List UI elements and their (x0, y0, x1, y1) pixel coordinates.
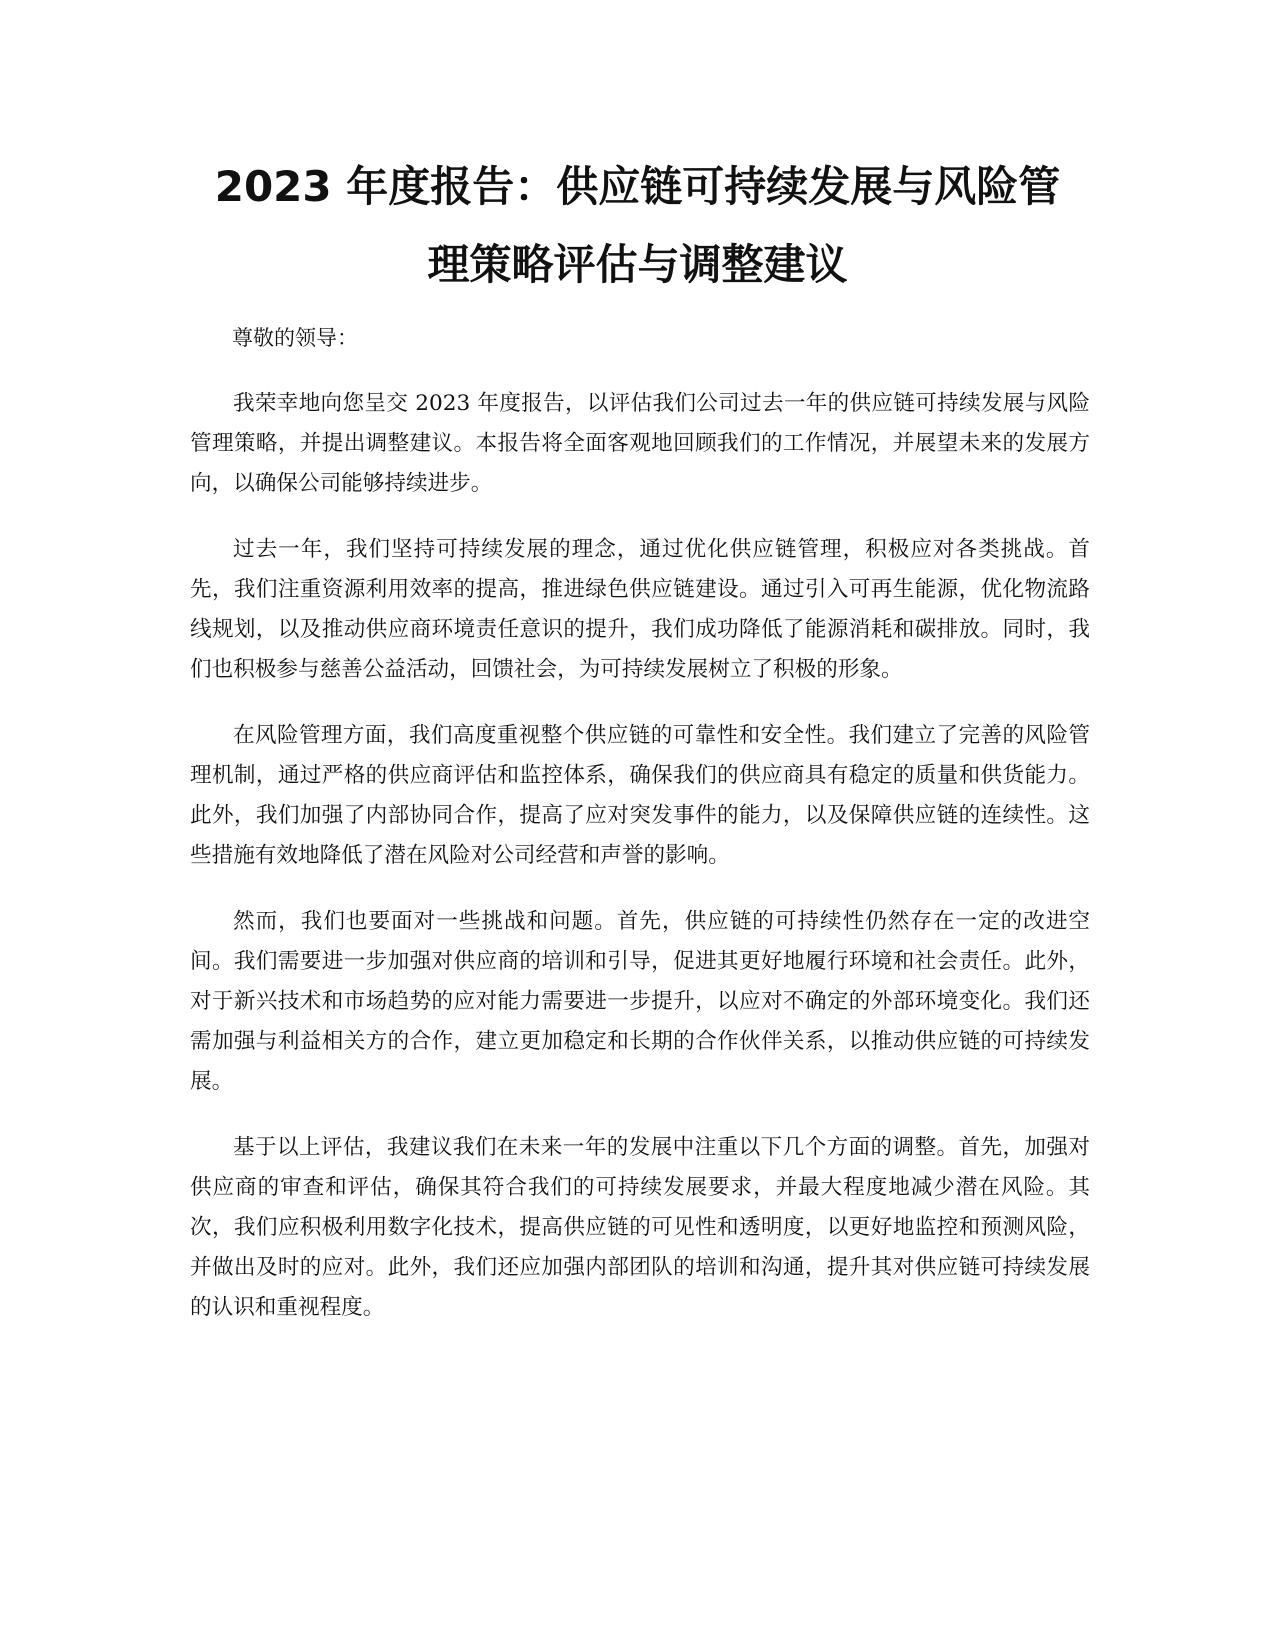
paragraph-challenges: 然而，我们也要面对一些挑战和问题。首先，供应链的可持续性仍然存在一定的改进空间。我们需要进一步加强对供应商的培训和引导，促进其更好地履行环境和社会责任。此外，对于新兴技术和市场趋势的应对能力需要进一步提升，以应对不确定的外部环境变化。我们还需加强与利益相关方的合作，建立更加稳定和长期的合作伙伴关系，以推动供应链的可持续发展。 (190, 909, 1090, 1094)
paragraph-sustainability: 过去一年，我们坚持可持续发展的理念，通过优化供应链管理，积极应对各类挑战。首先，我们注重资源利用效率的提高，推进绿色供应链建设。通过引入可再生能源，优化物流路线规划，以及推动供应商环境责任意识的提升，我们成功降低了能源消耗和碳排放。同时，我们也积极参与慈善公益活动，回馈社会，为可持续发展树立了积极的形象。 (190, 537, 1090, 682)
document-body (190, 384, 1090, 1354)
paragraph-recommendations: 基于以上评估，我建议我们在未来一年的发展中注重以下几个方面的调整。首先，加强对供应商的审查和评估，确保其符合我们的可持续发展要求，并最大程度地减少潜在风险。其次，我们应积极利用数字化技术，提高供应链的可见性和透明度，以更好地监控和预测风险，并做出及时的应对。此外，我们还应加强内部团队的培训和沟通，提升其对供应链可持续发展的认识和重视程度。 (190, 1135, 1090, 1320)
title-line-2: 理策略评估与调整建议 (427, 240, 848, 289)
paragraph-risk-management: 在风险管理方面，我们高度重视整个供应链的可靠性和安全性。我们建立了完善的风险管理机制，通过严格的供应商评估和监控体系，确保我们的供应商具有稳定的质量和供货能力。此外，我们加强了内部协同合作，提高了应对突发事件的能力，以及保障供应链的连续性。这些措施有效地降低了潜在风险对公司经营和声誉的影响。 (190, 723, 1090, 868)
salutation: 尊敬的领导： (232, 326, 358, 350)
title-line-1: 2023 年度报告：供应链可持续发展与风险管 (214, 162, 1061, 211)
document-title (180, 148, 1095, 304)
paragraph-intro: 我荣幸地向您呈交 2023 年度报告，以评估我们公司过去一年的供应链可持续发展与风险管理策略，并提出调整建议。本报告将全面客观地回顾我们的工作情况，并展望未来的发展方向，以确保公司能够持续进步。 (190, 391, 1090, 496)
